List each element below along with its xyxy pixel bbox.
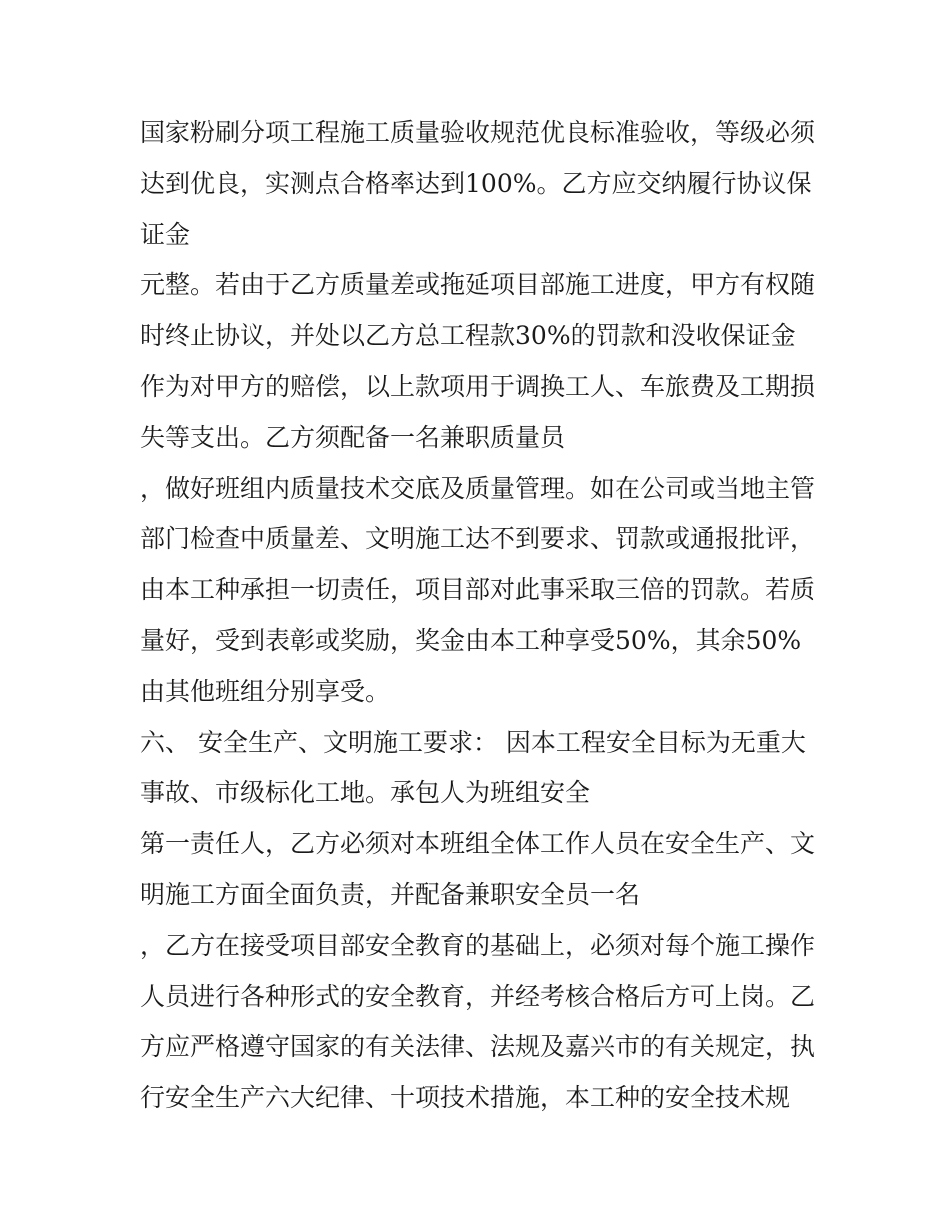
text-line: 量好，受到表彰或奖励，奖金由本工种享受50%，其余50% [140, 625, 802, 655]
text-line: 明施工方面全面负责，并配备兼职安全员一名 [140, 879, 641, 909]
text-line: 由其他班组分别享受。 [140, 676, 391, 706]
text-line: 由本工种承担一切责任，项目部对此事采取三倍的罚款。若质 [140, 575, 816, 605]
text-line: 行安全生产六大纪律、十项技术措施，本工种的安全技术规 [140, 1083, 791, 1113]
text-line: 人员进行各种形式的安全教育，并经考核合格后方可上岗。乙 [140, 981, 816, 1011]
text-line: 作为对甲方的赔偿，以上款项用于调换工人、车旅费及工期损 [140, 371, 816, 401]
section-heading-line: 六、 安全生产、文明施工要求： 因本工程安全目标为无重大 [140, 727, 806, 757]
document-body-text [140, 108, 830, 1124]
text-line: 证金 [140, 219, 191, 249]
text-line: 第一责任人，乙方必须对本班组全体工作人员在安全生产、文 [140, 829, 816, 859]
text-line: 国家粉刷分项工程施工质量验收规范优良标准验收，等级必须 [140, 118, 816, 147]
text-line: ，做好班组内质量技术交底及质量管理。如在公司或当地主管 [140, 473, 816, 503]
text-line: 失等支出。乙方须配备一名兼职质量员 [140, 422, 566, 452]
text-line: 部门检查中质量差、文明施工达不到要求、罚款或通报批评， [140, 524, 816, 554]
text-line: 元整。若由于乙方质量差或拖延项目部施工进度，甲方有权随 [140, 270, 816, 300]
text-line: 时终止协议，并处以乙方总工程款30%的罚款和没收保证金 [140, 321, 796, 351]
text-line: 事故、市级标化工地。承包人为班组安全 [140, 778, 591, 808]
text-line: ，乙方在接受项目部安全教育的基础上，必须对每个施工操作 [140, 930, 816, 960]
text-line: 方应严格遵守国家的有关法律、法规及嘉兴市的有关规定，执 [140, 1032, 816, 1062]
text-line: 达到优良，实测点合格率达到100%。乙方应交纳履行协议保 [140, 168, 812, 198]
